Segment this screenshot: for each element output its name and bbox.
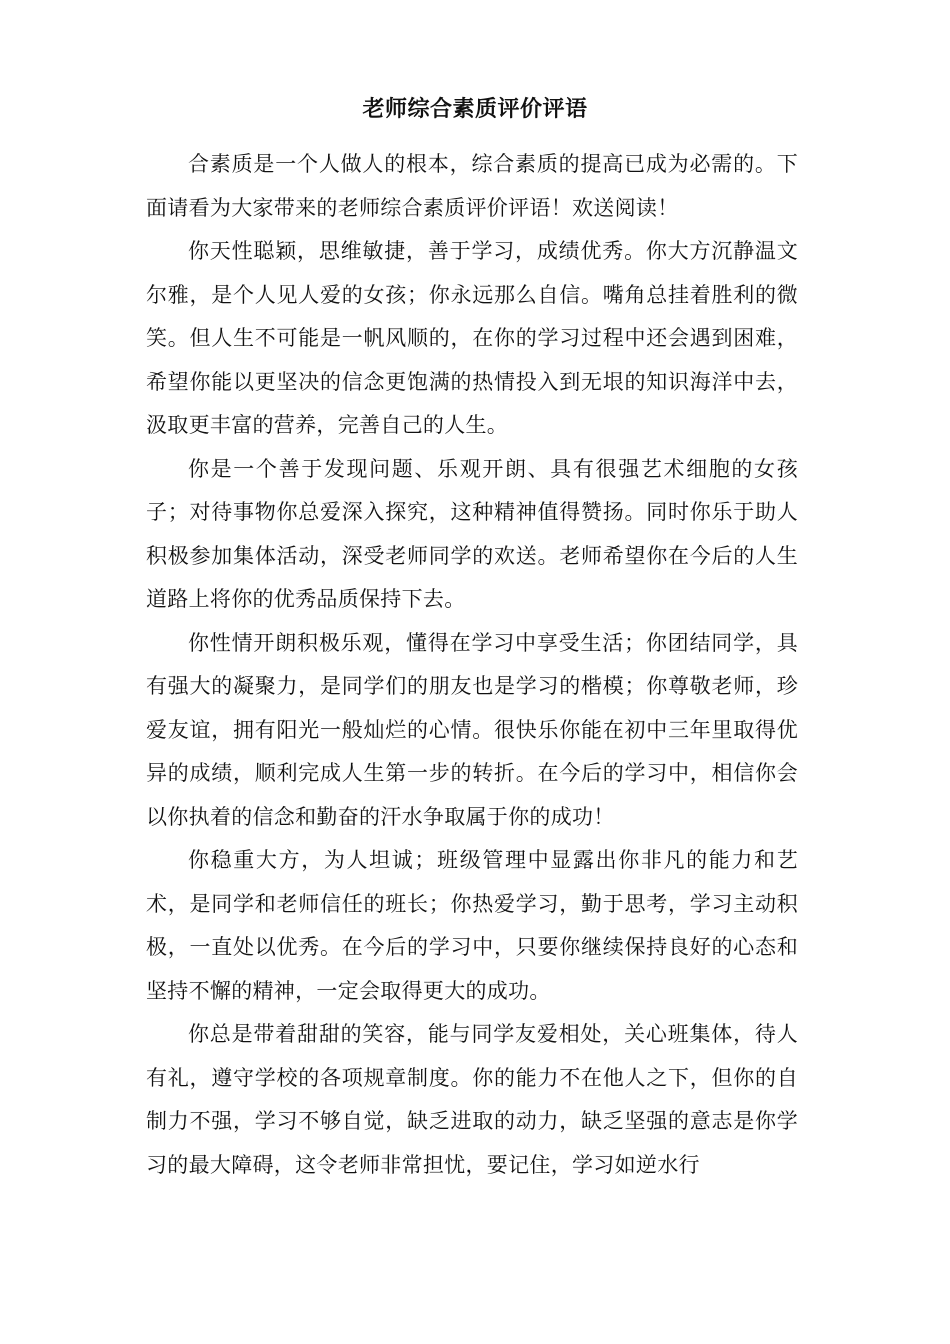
paragraph-intro: 合素质是一个人做人的根本，综合素质的提高已成为必需的。下面请看为大家带来的老师综合素质评价评语！欢送阅读！ [146,152,798,220]
paragraph-comment-5: 你总是带着甜甜的笑容，能与同学友爱相处，关心班集体，待人有礼，遵守学校的各项规章制度。你的能力不在他人之下，但你的自制力不强，学习不够自觉，缺乏进取的动力，缺乏坚强的意志是你学习的最大障碍，这令老师非常担忧，要记住，学习如逆水行 [146,1022,798,1177]
document-title: 老师综合素质评价评语 [362,96,588,122]
paragraph-comment-1: 你天性聪颖，思维敏捷，善于学习，成绩优秀。你大方沉静温文尔雅，是个人见人爱的女孩；你永远那么自信。嘴角总挂着胜利的微笑。但人生不可能是一帆风顺的，在你的学习过程中还会遇到困难，希望你能以更坚决的信念更饱满的热情投入到无垠的知识海洋中去，汲取更丰富的营养，完善自己的人生。 [146,239,798,437]
paragraph-comment-3: 你性情开朗积极乐观，懂得在学习中享受生活；你团结同学，具有强大的凝聚力，是同学们的朋友也是学习的楷模；你尊敬老师，珍爱友谊，拥有阳光一般灿烂的心情。很快乐你能在初中三年里取得优异的成绩，顺利完成人生第一步的转折。在今后的学习中，相信你会以你执着的信念和勤奋的汗水争取属于你的成功！ [146,630,798,829]
document-body [146,143,798,1187]
paragraph-comment-2: 你是一个善于发现问题、乐观开朗、具有很强艺术细胞的女孩子；对待事物你总爱深入探究，这种精神值得赞扬。同时你乐于助人积极参加集体活动，深受老师同学的欢送。老师希望你在今后的人生道路上将你的优秀品质保持下去。 [146,456,798,611]
paragraph-comment-4: 你稳重大方，为人坦诚；班级管理中显露出你非凡的能力和艺术，是同学和老师信任的班长；你热爱学习，勤于思考，学习主动积极，一直处以优秀。在今后的学习中，只要你继续保持良好的心态和坚持不懈的精神，一定会取得更大的成功。 [146,848,798,1003]
